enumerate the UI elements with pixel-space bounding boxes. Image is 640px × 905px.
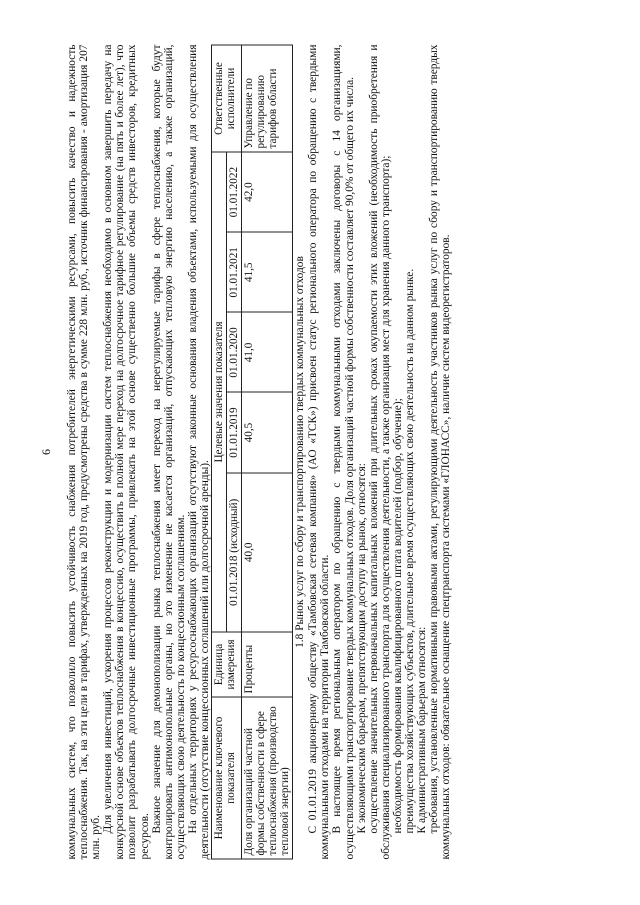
cell-value: 41,0: [242, 312, 293, 392]
paragraph: На отдельных территориях у ресурсоснабжающих организаций отсутствуют законные основания владения объектами, используемыми для осуществления деятельности (отсутствие концессионных соглашений или долгосрочной аренды).: [186, 44, 212, 860]
table-header-row: [212, 45, 227, 859]
indicator-table: [211, 45, 293, 860]
cell-value: 41,5: [242, 232, 293, 312]
paragraph: требования, установленные нормативными правовыми актами, регулирующими деятельность участников рынка услуг по сбору и транспортированию твердых коммунальных отходов: обязательное оснащение спецтранспорта системами «ГЛОНАСС», наличие систем видеорегистраторов.: [428, 44, 453, 860]
paragraph: коммунальных систем, что позволило повысить устойчивость снабжения потребителей энергетическими ресурсами, повысить качество и надежность теплоснабжения. Так, на эти цели в тарифах, утвержденных на 2019 год, предусмотрены средства в сумме 228 млн. руб., источник финансирования - амортизация 207 млн. руб.: [66, 44, 103, 860]
document-body: [66, 45, 452, 860]
page-number: 6: [39, 449, 53, 455]
header-date: 01.01.2021: [227, 232, 242, 312]
cell-value: 40,5: [242, 392, 293, 472]
header-unit: Единица измерения: [212, 632, 242, 697]
paragraph: преимущества хозяйствующих субъектов, длительное время осуществляющих свою деятельность на данном рынке.: [403, 268, 416, 834]
paragraph: необходимость формирования квалифицированного штата водителей (подбор, обучение);: [391, 398, 404, 834]
header-date: 01.01.2018 (исходный): [227, 473, 242, 632]
cell-responsible: Управление по регулированию тарифов области: [242, 45, 293, 152]
table-row: [242, 45, 293, 859]
rotated-sheet: [40, 35, 600, 870]
cell-indicator: Доля организаций частной формы собственности в сфере теплоснабжения (производство тепловой энергии): [242, 697, 293, 859]
header-responsible: Ответственные исполнители: [212, 45, 242, 152]
cell-value: 40,0: [242, 473, 293, 632]
paragraph: осуществление значительных первоначальных капитальных вложений при длительных сроках окупаемости этих вложений (необходимость приобретения и обслуживания специализированного транспорта для осуществления деятельности, а также организация мест для хранения данного транспорта);: [367, 44, 392, 860]
paragraph: В настоящее время региональным оператором по обращению с твердыми коммунальными отходами заключены договоры с 14 организациями, осуществляющими транспортирование твердых коммунальных отходов. Доля организаций частной формы собственности составляет 90,0% от общего их числа.: [331, 44, 356, 860]
paragraph: Для увеличения инвестиций, ускорения процессов реконструкции и модернизации систем теплоснабжения необходимо в основном завершить передачу на конкурсной основе объектов теплоснабжения в концессию, осуществить в полной мере переход на долгосрочное тарифное регулирование (на пять и более лет), что позволит разрабатывать долгосрочные инвестиционные программы, привлекать на этой основе существенно большие объемы средств инвесторов, кредитных ресурсов.: [102, 44, 151, 860]
header-date: 01.01.2022: [227, 152, 242, 232]
paragraph: К экономическим барьерам, препятствующим доступу на рынок, относятся:: [355, 463, 368, 834]
section-heading: 1.8 Рынок услуг по сбору и транспортированию твердых коммунальных отходов: [294, 256, 307, 648]
paragraph: С 01.01.2019 акционерному обществу «Тамбовская сетевая компания» (АО «ТСК») присвоен статус регионального оператора по обращению с твердыми коммунальными отходами на территории Тамбовской области.: [307, 44, 332, 860]
cell-value: 42,0: [242, 152, 293, 232]
paragraph: Важное значение для демонополизации рынка теплоснабжения имеет переход на нерегулируемые тарифы в сфере теплоснабжения, которые будут контролировать антимонопольные органы, но это изменение не касается организаций, отпускающих тепловую энергию населению, а также организаций, осуществляющих свою деятельность по концессионным соглашениям.: [150, 44, 187, 860]
paragraph: К административным барьерам относятся:: [416, 626, 429, 834]
header-date: 01.01.2019: [227, 392, 242, 472]
header-targets: Целевые значения показателя: [212, 152, 227, 632]
header-date: 01.01.2020: [227, 312, 242, 392]
cell-unit: Проценты: [242, 632, 293, 697]
header-indicator: Наименование ключевого показателя: [212, 697, 242, 859]
